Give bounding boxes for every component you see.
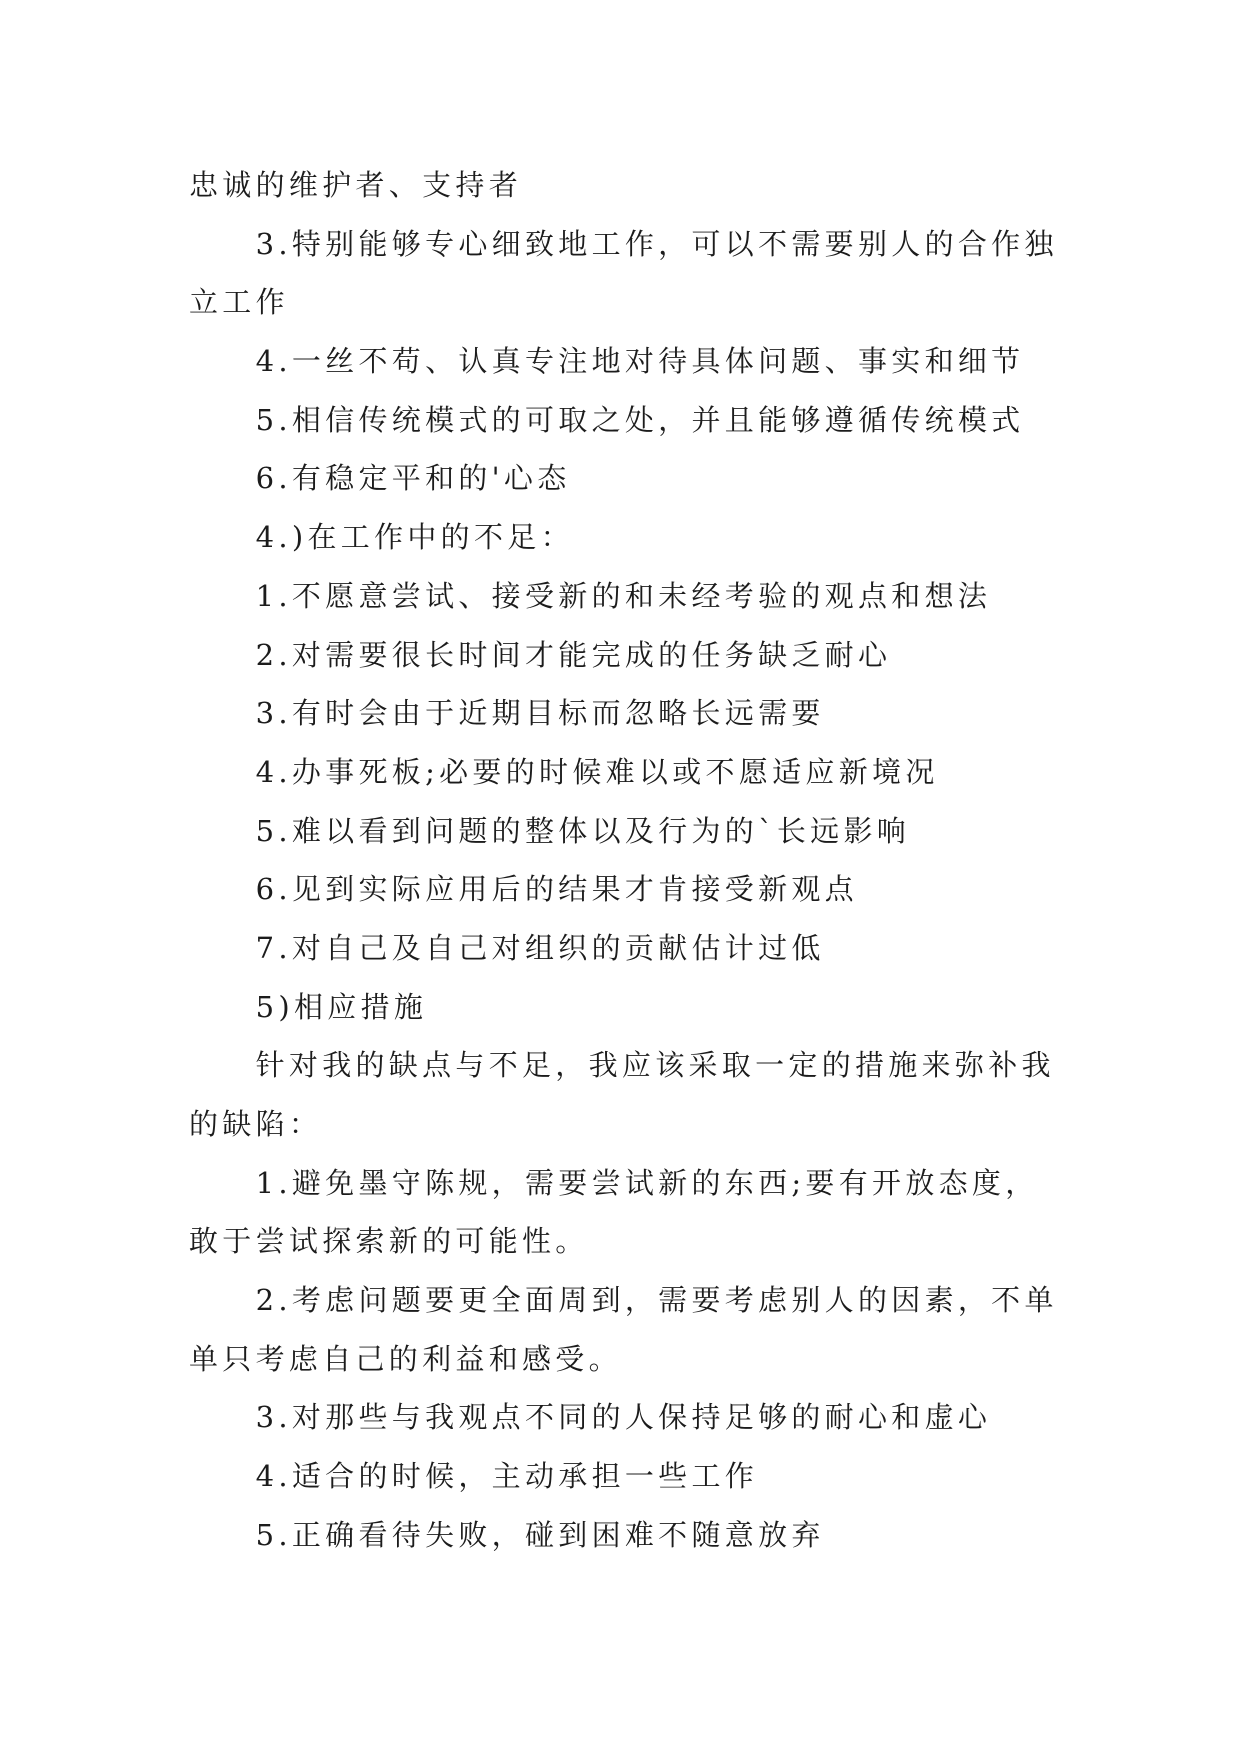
paragraph xyxy=(189,1506,1089,1565)
section-heading xyxy=(189,508,1089,567)
text-line: 3.对那些与我观点不同的人保持足够的耐心和虚心 xyxy=(255,1400,992,1435)
text-line: 4.适合的时候，主动承担一些工作 xyxy=(255,1459,759,1494)
paragraph xyxy=(189,684,1089,743)
paragraph xyxy=(189,919,1089,978)
text-line: 5.正确看待失败，碰到困难不随意放弃 xyxy=(255,1517,825,1552)
text-line: 的缺陷： xyxy=(189,1107,323,1141)
section-heading xyxy=(189,978,1089,1037)
paragraph xyxy=(189,1154,1089,1271)
body-text xyxy=(189,156,1089,1565)
text-line: 3.有时会由于近期目标而忽略长远需要 xyxy=(255,696,825,731)
text-line: 5.相信传统模式的可取之处，并且能够遵循传统模式 xyxy=(255,402,1025,437)
text-line: 4.一丝不苟、认真专注地对待具体问题、事实和细节 xyxy=(255,344,1025,379)
text-line: 4.办事死板;必要的时候难以或不愿适应新境况 xyxy=(255,754,939,789)
paragraph xyxy=(189,1036,1089,1153)
text-line: 6.有稳定平和的'心态 xyxy=(255,461,571,496)
text-line: 1.不愿意尝试、接受新的和未经考验的观点和想法 xyxy=(255,578,992,613)
text-line: 2.考虑问题要更全面周到，需要考虑别人的因素，不单 xyxy=(255,1283,1058,1318)
paragraph xyxy=(189,449,1089,508)
paragraph xyxy=(189,156,1089,215)
text-line: 3.特别能够专心细致地工作，可以不需要别人的合作独 xyxy=(255,226,1058,261)
paragraph xyxy=(189,802,1089,861)
paragraph xyxy=(189,1388,1089,1447)
text-line: 5.难以看到问题的整体以及行为的`长远影响 xyxy=(255,813,911,848)
paragraph xyxy=(189,567,1089,626)
paragraph xyxy=(189,391,1089,450)
text-line: 2.对需要很长时间才能完成的任务缺乏耐心 xyxy=(255,637,892,672)
paragraph xyxy=(189,743,1089,802)
text-line: 忠诚的维护者、支持者 xyxy=(189,168,523,202)
text-line: 立工作 xyxy=(189,285,289,320)
paragraph xyxy=(189,332,1089,391)
paragraph xyxy=(189,215,1089,332)
text-line: 7.对自己及自己对组织的贡献估计过低 xyxy=(255,930,825,965)
text-line: 5)相应措施 xyxy=(255,989,428,1024)
text-line: 单只考虑自己的利益和感受。 xyxy=(189,1341,622,1376)
paragraph xyxy=(189,626,1089,685)
text-line: 针对我的缺点与不足，我应该采取一定的措施来弥补我 xyxy=(255,1048,1055,1083)
text-line: 6.见到实际应用后的结果才肯接受新观点 xyxy=(255,872,858,907)
paragraph xyxy=(189,1271,1089,1388)
paragraph xyxy=(189,860,1089,919)
text-line: 敢于尝试探索新的可能性。 xyxy=(189,1224,589,1259)
paragraph xyxy=(189,1447,1089,1506)
text-line: 4.)在工作中的不足： xyxy=(255,520,574,555)
text-line: 1.避免墨守陈规，需要尝试新的东西;要有开放态度， xyxy=(255,1165,1039,1200)
